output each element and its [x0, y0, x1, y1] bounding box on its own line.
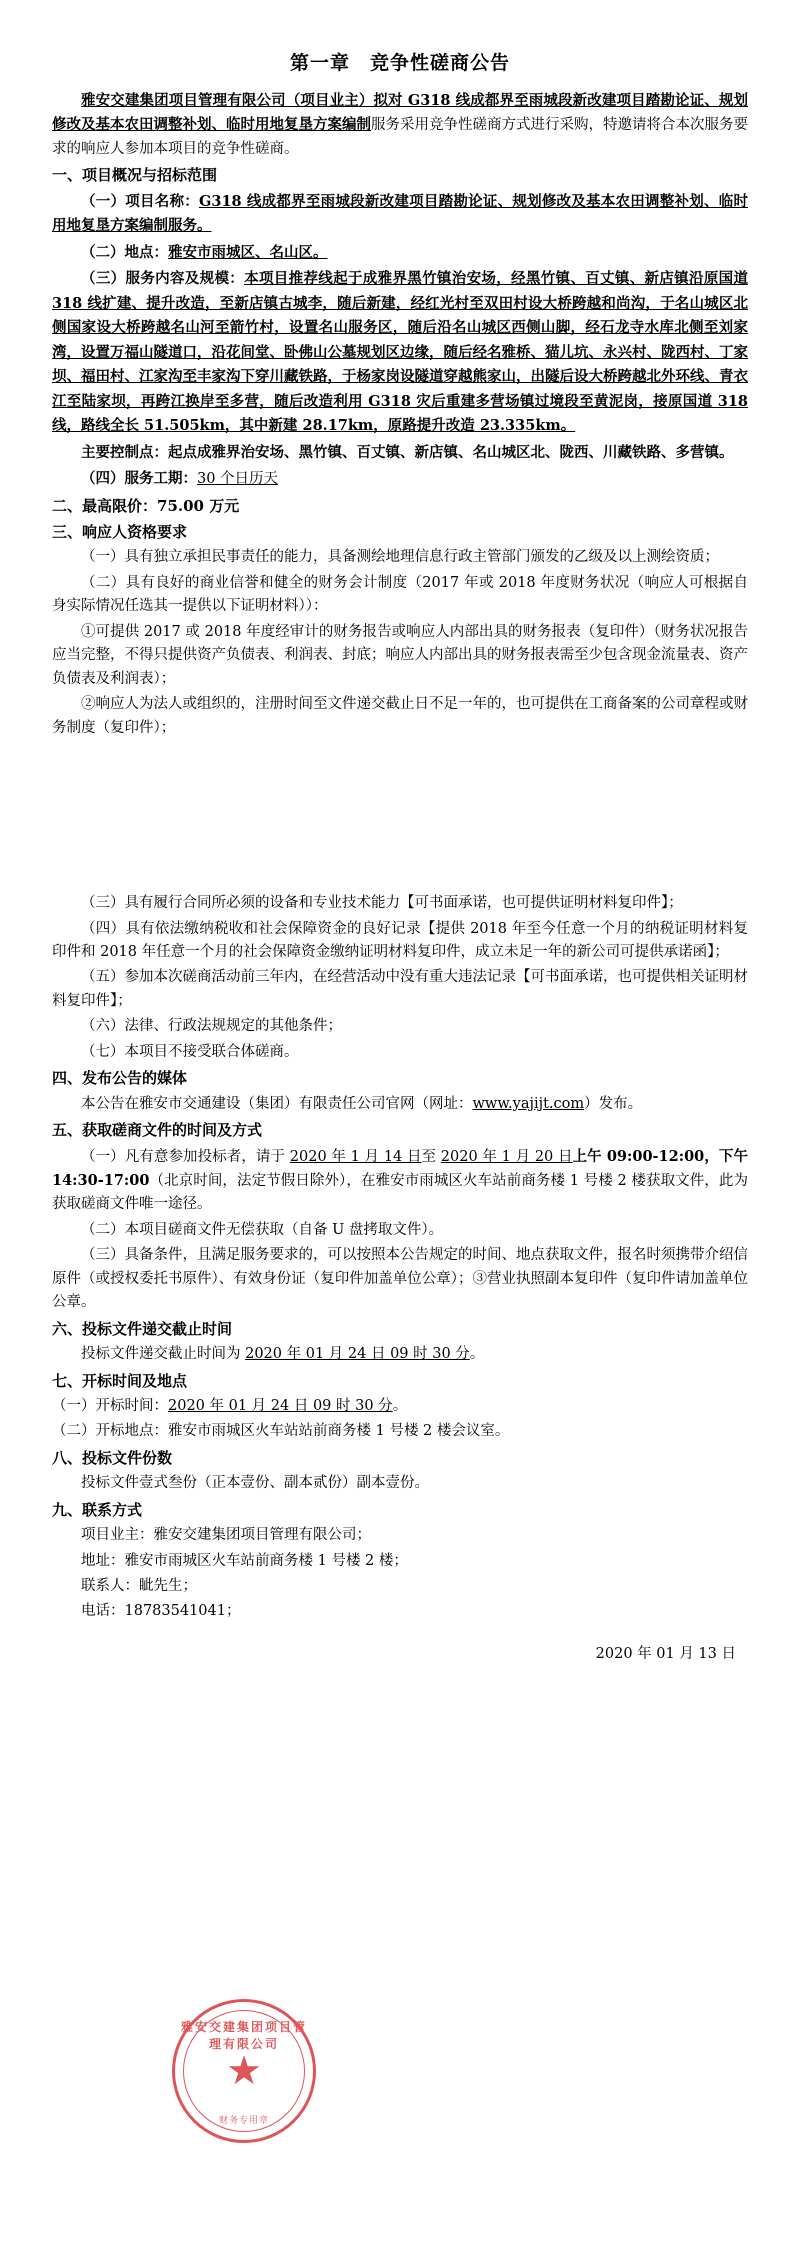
section-heading-8: 八、投标文件份数 [52, 1448, 173, 1467]
item-value: G318 线成都界至雨城段新改建项目踏勘论证、规划修改及基本农田调整补划、临时用地复垦方案编制服务。 [52, 192, 748, 235]
item-value: 雅安市雨城区、名山区。 [168, 243, 328, 261]
page-break-gap [52, 742, 748, 892]
seal-top-text: 雅安交建集团项目管理有限公司 [180, 2020, 307, 2051]
section9-item-2: 联系人：眦先生； [81, 1577, 197, 1594]
section6-item-0: 投标文件递交截止时间为 2020 年 01 月 24 日 09 时 30 分。 [81, 1346, 485, 1363]
item-value: 起点成雅界治安场、黑竹镇、百丈镇、新店镇、名山城区北、陇西、川藏铁路、多营镇。 [168, 443, 734, 461]
seal-inner-ring [183, 2010, 305, 2132]
intro-rest-part: 服务采用竞争性磋商方式进行采购，特邀请将合本次服务要求的响应人参加本项目的竞争性磋商。 [52, 117, 748, 157]
section1-item-1 [52, 241, 748, 265]
section7-item-0: （一）开标时间：2020 年 01 月 24 日 09 时 30 分。 [52, 1397, 408, 1414]
issue-date: 2020 年 01 月 13 日 [595, 1645, 736, 1662]
section7-item-1: （二）开标地点：雅安市雨城区火车站站前商务楼 1 号楼 2 楼会议室。 [52, 1423, 510, 1440]
item-label: （三）服务内容及规模： [81, 270, 245, 288]
section3-item-8: （七）本项目不接受联合体磋商。 [81, 1043, 299, 1060]
bid-opening-time: 2020 年 01 月 24 日 09 时 30 分 [168, 1397, 393, 1414]
section-heading-4: 四、发布公告的媒体 [52, 1069, 188, 1088]
section3-item-4: （三）具有履行合同所必须的设备和专业技术能力【可书面承诺，也可提供证明材料复印件】； [81, 895, 683, 912]
official-website-link[interactable]: www.yajijt.com [472, 1095, 585, 1112]
section3-item-5: （四）具有依法缴纳税收和社会保障资金的良好记录【提供 2018 年至今任意一个月的纳税证明材料复印件和 2018 年任意一个月的社会保障资金缴纳证明材料复印件，成立未足一年的新公司可提供承诺函】； [52, 920, 748, 960]
section9-item-1: 地址：雅安市雨城区火车站前商务楼 1 号楼 2 楼； [81, 1552, 408, 1569]
section-heading-1: 一、项目概况与招标范围 [52, 166, 218, 185]
section-heading-5: 五、获取磋商文件的时间及方式 [52, 1121, 263, 1140]
item-value: 本项目推荐线起于成雅界黑竹镇治安场，经黑竹镇、百丈镇、新店镇沿原国道 318 线扩建、提升改造，至新店镇古城李，随后新建，经红光村至双田村设大桥跨越和尚沟，于名山城区北侧国家设大桥跨越名山河至箭竹村，设置名山服务区，随后沿名山城区西侧山脚，经石龙寺水库北侧至刘家湾，设置万福山隧道口，沿花间堂、卧佛山公墓规划区边缘，随后经名雅桥、猫儿坑、永兴村、陇西村、丁家坝、福田村、江家沟至丰家沟下穿川藏铁路，于杨家岗设隧道穿越熊家山，出隧后设大桥跨越北外环线、青衣江至陆家坝，再跨江换岸至多营，随后改造利用 G318 灾后重建多营场镇过境段至黄泥岗，接原国道 318 线，路线全长 51.505km，其中新建 28.17km，原路提升改造 23.335km。 [52, 270, 748, 435]
section9-item-3: 电话：18783541041； [81, 1603, 241, 1620]
section-heading-3: 三、响应人资格要求 [52, 522, 188, 541]
section-heading-9: 九、联系方式 [52, 1500, 143, 1519]
section1-item-3 [52, 441, 748, 465]
section3-item-1: （二）具有良好的商业信誉和健全的财务会计制度（2017 年或 2018 年度财务状况（响应人可根据自身实际情况任选其一提供以下证明材料））： [52, 574, 748, 615]
section-heading-6: 六、投标文件递交截止时间 [52, 1319, 233, 1338]
page-title: 第一章 竞争性磋商公告 [289, 52, 510, 74]
item-label: （二）地点： [81, 243, 168, 261]
section-heading-7: 七、开标时间及地点 [52, 1371, 188, 1390]
intro-bold-part: 雅安交建集团项目管理有限公司（项目业主）拟对 G318 线成都界至雨城段新改建项目踏勘论证、规划修改及基本农田调整补划、临时用地复垦方案编制 [52, 92, 748, 134]
section1-item-2 [52, 267, 748, 438]
section8-item-0: 投标文件壹式叁份（正本壹份、副本贰份）副本壹份。 [81, 1475, 429, 1492]
section5-item-0: （一）凡有意参加投标者，请于 2020 年 1 月 14 日至 2020 年 1 月 20 日上午 09:00-12:00，下午 14:30-17:00（北京时间，法定节假日除外），在雅安市雨城区火车站前商务楼 1 号楼 2 楼获取文件，此为获取磋商文件唯一途径。 [52, 1147, 748, 1213]
item-label: （一）项目名称： [81, 192, 199, 210]
section3-item-0: （一）具有独立承担民事责任的能力，具备测绘地理信息行政主管部门颁发的乙级及以上测绘资质； [81, 549, 719, 566]
intro-paragraph [52, 89, 748, 161]
section4-item-0: 本公告在雅安市交通建设（集团）有限责任公司官网（网址：www.yajijt.com）发布。 [81, 1095, 643, 1112]
section1-item-0 [52, 190, 748, 239]
section3-item-6: （五）参加本次磋商活动前三年内，在经营活动中没有重大违法记录【可书面承诺，也可提供相关证明材料复印件】； [52, 969, 748, 1009]
doc-period-end: 2020 年 1 月 20 日 [440, 1148, 573, 1165]
section3-item-2: ①可提供 2017 或 2018 年度经审计的财务报告或响应人内部出具的财务报表（复印件）（财务状况报告应当完整，不得只提供资产负债表、利润表、封底；响应人内部出具的财务报表需至少包含现金流量表、资产负债表及利润表）； [52, 623, 748, 687]
seal-bottom-text: 财务专用章 [218, 2116, 269, 2126]
item-value: 30 个日历天 [197, 471, 279, 488]
doc-period-start: 2020 年 1 月 14 日 [289, 1148, 422, 1165]
seal-star-icon: ★ [226, 2048, 262, 2094]
section5-item-2: （三）具备条件，且满足服务要求的，可以按照本公告规定的时间、地点获取文件，报名时须携带介绍信原件（或授权委托书原件）、有效身份证（复印件加盖单位公章）；③营业执照副本复印件（复印件请加盖单位公章。 [52, 1247, 748, 1311]
section5-item-1: （二）本项目磋商文件无偿获取（自备 U 盘拷取文件）。 [81, 1221, 444, 1238]
section3-item-7: （六）法律、行政法规规定的其他条件； [81, 1018, 342, 1035]
item-label: （四）服务工期： [81, 470, 197, 488]
item-label: 主要控制点： [81, 443, 168, 461]
section1-item-4 [52, 467, 748, 491]
company-seal-stamp [172, 1999, 316, 2143]
submission-deadline: 2020 年 01 月 24 日 09 时 30 分 [245, 1346, 470, 1363]
section-heading-2: 二、最高限价：75.00 万元 [52, 496, 240, 515]
section9-item-0: 项目业主：雅安交建集团项目管理有限公司； [81, 1527, 371, 1544]
section3-item-3: ②响应人为法人或组织的，注册时间至文件递交截止日不足一年的，也可提供在工商备案的公司章程或财务制度（复印件）； [52, 696, 748, 736]
